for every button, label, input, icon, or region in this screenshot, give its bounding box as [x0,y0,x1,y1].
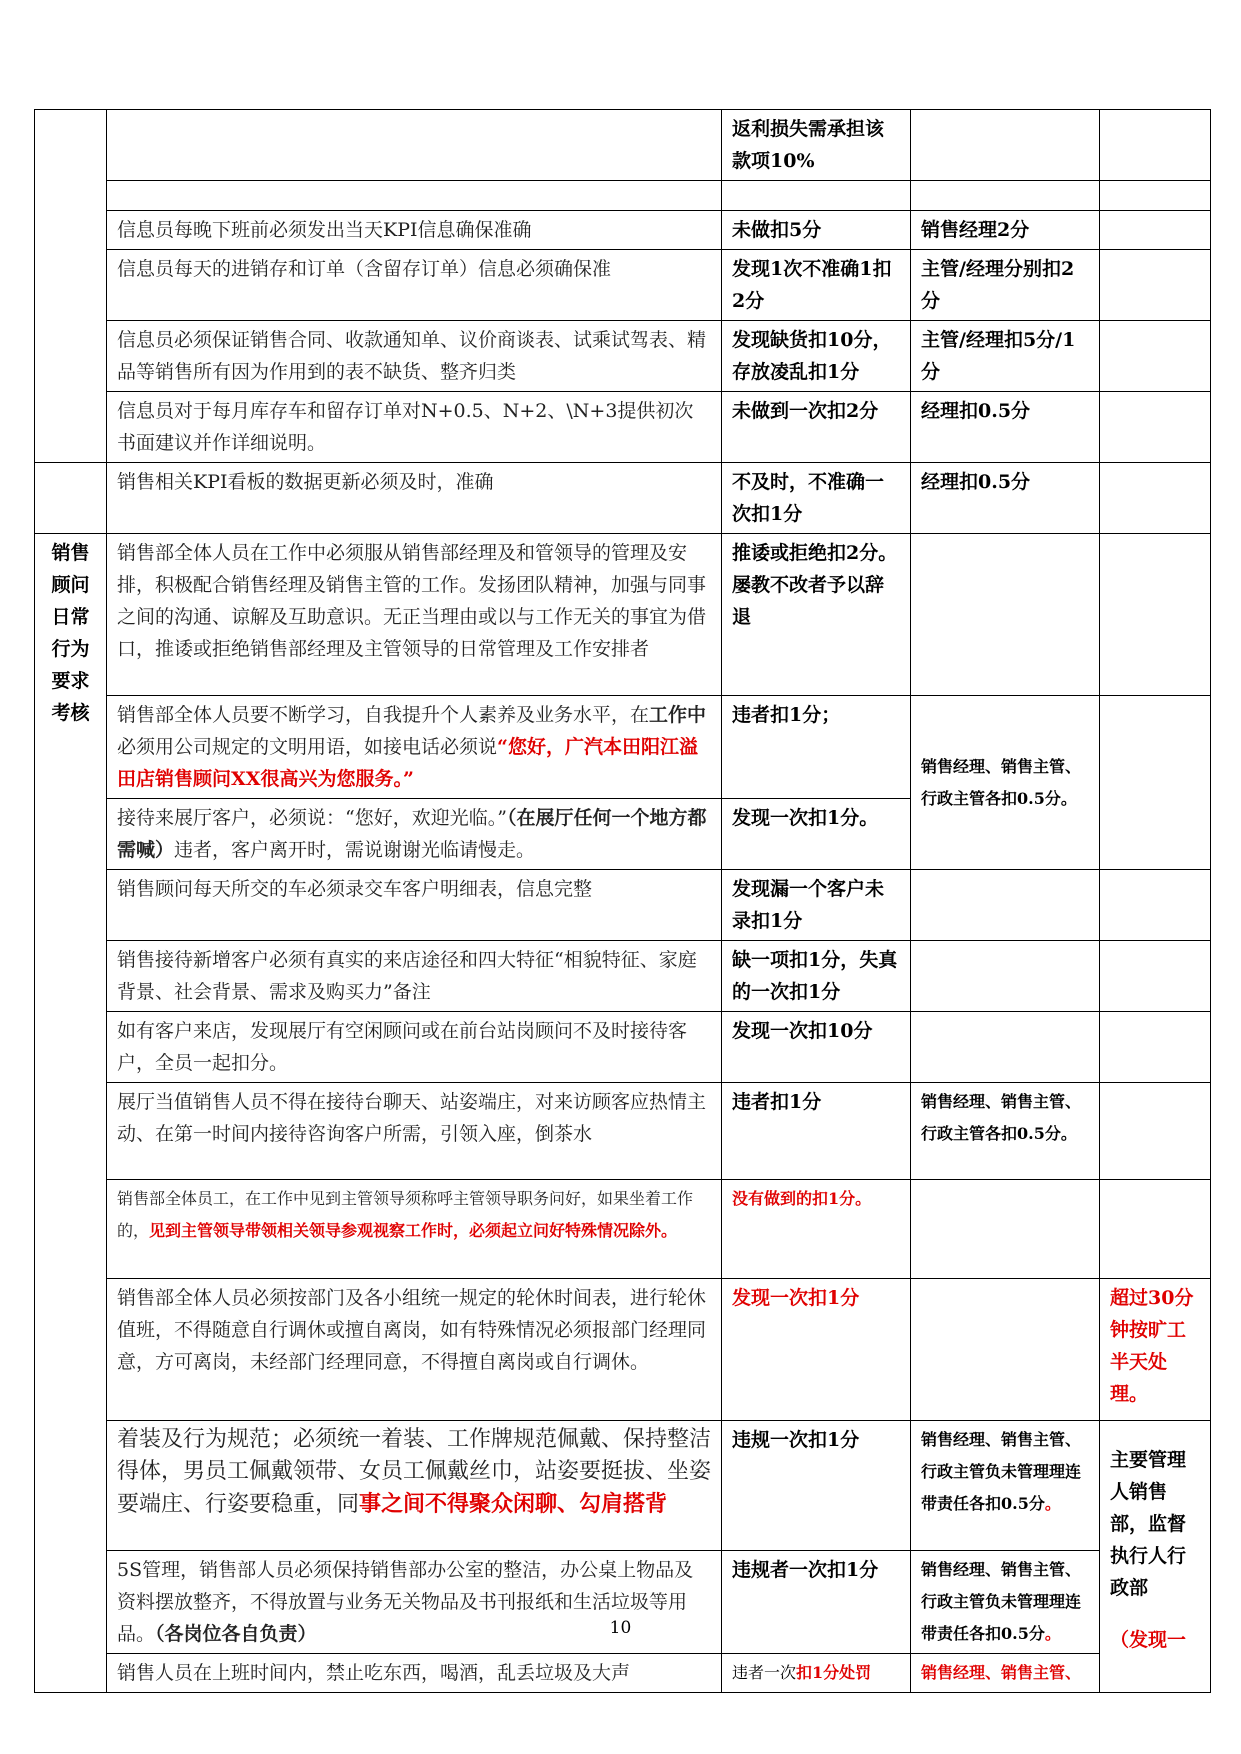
note-text-red: （发现一 [1110,1629,1187,1651]
penalty-cell: 未做到一次扣2分 [722,392,911,463]
responsible-cell: 销售经理、销售主管、行政主管负未管理理连带责任各扣0.5分。 [911,1421,1100,1551]
note-cell: 超过30分钟按旷工半天处理。 [1100,1279,1211,1421]
responsible-cell: 主管/经理扣5分/1分 [911,321,1100,392]
penalty-cell: 违者一次扣1分处罚 [722,1654,911,1693]
note-cell [1100,534,1211,696]
table-row [35,870,1211,941]
requirement-cell: 销售相关KPI看板的数据更新必须及时，准确 [107,463,722,534]
responsible-cell [911,941,1100,1012]
responsible-cell [911,1180,1100,1279]
penalty-cell: 违者扣1分 [722,1083,911,1180]
penalty-cell: 发现一次扣10分 [722,1012,911,1083]
table-row [35,1421,1211,1551]
table-row [35,392,1211,463]
note-cell [1100,1180,1211,1279]
responsible-cell [911,870,1100,941]
responsible-cell: 主管/经理分别扣2分 [911,250,1100,321]
penalty-cell: 发现缺货扣10分，存放凌乱扣1分 [722,321,911,392]
note-cell [1100,110,1211,181]
penalty-cell: 违规者一次扣1分 [722,1551,911,1654]
table-row [35,1083,1211,1180]
penalty-cell: 返利损失需承担该款项10% [722,110,911,181]
requirement-cell: 销售部全体人员在工作中必须服从销售部经理及和管领导的管理及安排，积极配合销售经理及销售主管的工作。发扬团队精神，加强与同事之间的沟通、谅解及互助意识。无正当理由或以与工作无关的事宜为借口，推诿或拒绝销售部经理及主管领导的日常管理及工作安排者 [107,534,722,696]
requirement-cell: 展厅当值销售人员不得在接待台聊天、站姿端庄，对来访顾客应热情主动、在第一时间内接待咨询客户所需，引领入座，倒茶水 [107,1083,722,1180]
requirement-cell: 销售部全体员工，在工作中见到主管领导须称呼主管领导职务问好，如果坐着工作的，见到主管领导带领相关领导参观视察工作时，必须起立问好特殊情况除外。 [107,1180,722,1279]
requirement-cell: 信息员每晚下班前必须发出当天KPI信息确保准确 [107,211,722,250]
penalty-cell: 违规一次扣1分 [722,1421,911,1551]
section-label: 销售顾问日常行为要求考核 [35,534,107,1693]
table-row [35,941,1211,1012]
requirement-cell: 销售部全体人员必须按部门及各小组统一规定的轮休时间表，进行轮休值班，不得随意自行调休或擅自离岗，如有特殊情况必须报部门经理同意，方可离岗，未经部门经理同意，不得擅自离岗或自行调休。 [107,1279,722,1421]
penalty-cell: 不及时，不准确一次扣1分 [722,463,911,534]
note-cell [1100,1083,1211,1180]
penalty-cell: 发现漏一个客户未录扣1分 [722,870,911,941]
requirement-cell: 销售部全体人员要不断学习，自我提升个人素养及业务水平，在工作中必须用公司规定的文明用语，如接电话必须说“您好，广汽本田阳江溢田店销售顾问XX很高兴为您服务。” [107,696,722,799]
empty-category-cell [35,463,107,534]
note-cell [1100,181,1211,211]
note-cell [1100,463,1211,534]
responsible-cell: 销售经理、销售主管、行政主管负未管理理连带责任各扣0.5分。 [911,1551,1100,1654]
penalty-cell: 没有做到的扣1分。 [722,1180,911,1279]
requirement-cell: 信息员每天的进销存和订单（含留存订单）信息必须确保准 [107,250,722,321]
requirement-cell: 如有客户来店，发现展厅有空闲顾问或在前台站岗顾问不及时接待客户，全员一起扣分。 [107,1012,722,1083]
requirement-cell: 销售接待新增客户必须有真实的来店途径和四大特征“相貌特征、家庭背景、社会背景、需求及购买力”备注 [107,941,722,1012]
note-cell [1100,321,1211,392]
note-cell [1100,696,1211,870]
responsible-cell: 销售经理、销售主管、行政主管各扣0.5分。 [911,1083,1100,1180]
table-row [35,211,1211,250]
note-cell [1100,392,1211,463]
table-row [35,1180,1211,1279]
responsible-cell: 销售经理、销售主管、 [911,1654,1100,1693]
requirement-cell: 信息员对于每月库存车和留存订单对N+0.5、N+2、\N+3提供初次书面建议并作详细说明。 [107,392,722,463]
note-cell [1100,1421,1211,1693]
requirement-cell [107,181,722,211]
note-text: 主要管理人销售部，监督执行人行政部 [1110,1449,1187,1599]
note-cell [1100,211,1211,250]
requirement-cell: 信息员必须保证销售合同、收款通知单、议价商谈表、试乘试驾表、精品等销售所有因为作用到的表不缺货、整齐归类 [107,321,722,392]
table-row [35,463,1211,534]
responsible-cell: 经理扣0.5分 [911,392,1100,463]
requirement-cell: 销售顾问每天所交的车必须录交车客户明细表，信息完整 [107,870,722,941]
assessment-table [34,109,1211,1693]
table-row [35,1279,1211,1421]
note-cell [1100,250,1211,321]
empty-category-cell [35,110,107,463]
requirement-cell: 着装及行为规范；必须统一着装、工作牌规范佩戴、保持整洁得体，男员工佩戴领带、女员工佩戴丝巾，站姿要挺拔、坐姿要端庄、行姿要稳重，同事之间不得聚众闲聊、勾肩搭背 [107,1421,722,1551]
requirement-cell: 5S管理，销售部人员必须保持销售部办公室的整洁，办公桌上物品及资料摆放整齐，不得放置与业务无关物品及书刊报纸和生活垃圾等用品。（各岗位各自负责） [107,1551,722,1654]
responsible-cell: 经理扣0.5分 [911,463,1100,534]
penalty-cell: 发现1次不准确1扣2分 [722,250,911,321]
table-row [35,321,1211,392]
note-cell [1100,870,1211,941]
requirement-cell: 接待来展厅客户，必须说：“您好，欢迎光临。”（在展厅任何一个地方都需喊）违者，客户离开时，需说谢谢光临请慢走。 [107,799,722,870]
penalty-cell: 推诿或拒绝扣2分。屡教不改者予以辞退 [722,534,911,696]
note-cell [1100,941,1211,1012]
penalty-cell: 发现一次扣1分。 [722,799,911,870]
table-row [35,534,1211,696]
table-row [35,1012,1211,1083]
responsible-cell [911,110,1100,181]
note-cell [1100,1012,1211,1083]
page-number: 10 [609,1618,632,1638]
penalty-cell: 发现一次扣1分 [722,1279,911,1421]
requirement-cell [107,110,722,181]
table-row [35,110,1211,181]
responsible-cell [911,534,1100,696]
requirement-cell: 销售人员在上班时间内，禁止吃东西，喝酒，乱丢垃圾及大声 [107,1654,722,1693]
responsible-cell [911,1012,1100,1083]
responsible-cell: 销售经理、销售主管、行政主管各扣0.5分。 [911,696,1100,870]
table-row [35,181,1211,211]
penalty-cell: 缺一项扣1分，失真的一次扣1分 [722,941,911,1012]
table-row [35,696,1211,799]
table-row [35,1654,1211,1693]
responsible-cell [911,181,1100,211]
penalty-cell: 未做扣5分 [722,211,911,250]
table-row [35,1551,1211,1654]
responsible-cell [911,1279,1100,1421]
penalty-cell: 违者扣1分； [722,696,911,799]
responsible-cell: 销售经理2分 [911,211,1100,250]
table-row [35,250,1211,321]
penalty-cell [722,181,911,211]
